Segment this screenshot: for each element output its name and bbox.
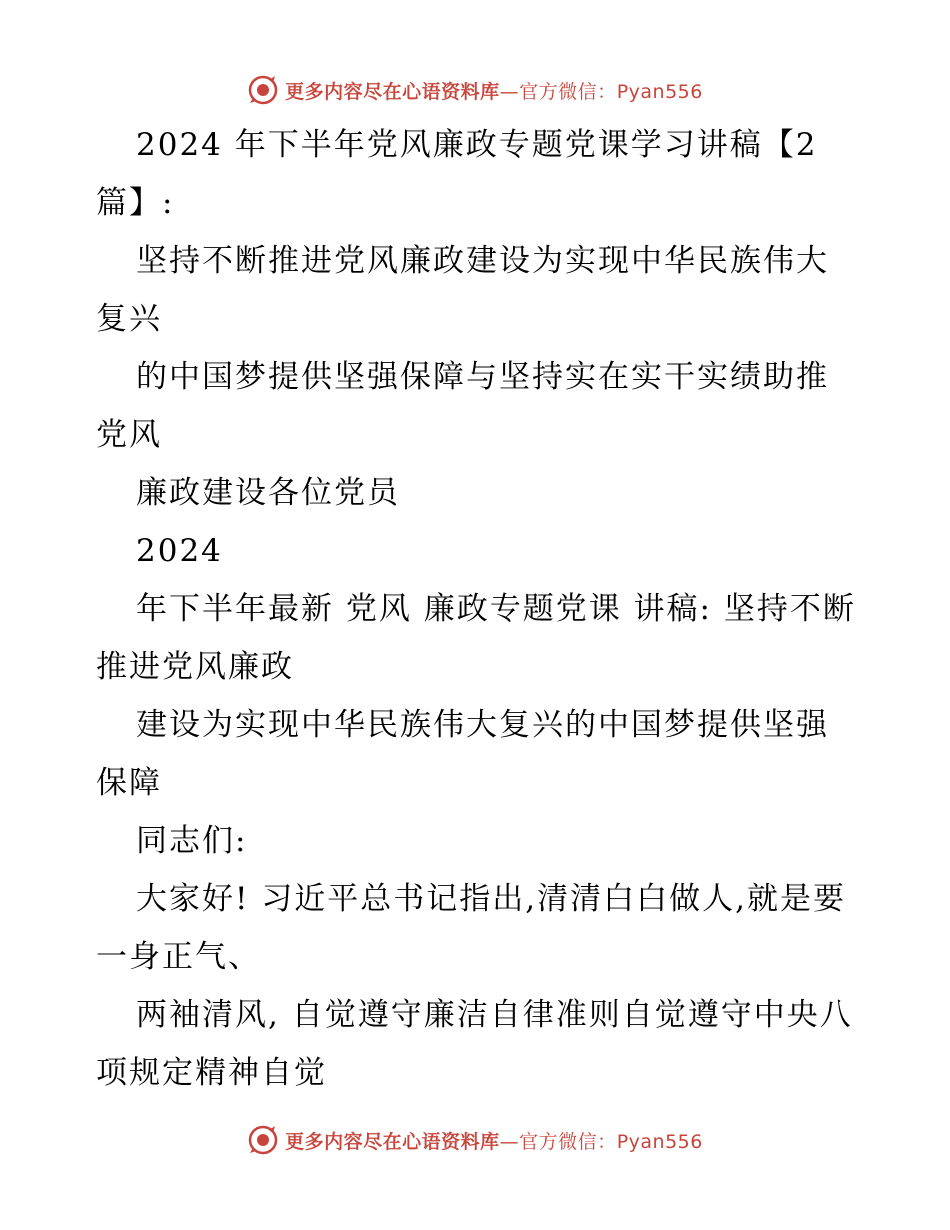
watermark-main-text: 更多内容尽在心语资料库 [285, 80, 500, 103]
watermark-logo-icon [247, 1124, 279, 1156]
paragraph: 的中国梦提供坚强保障与坚持实在实干实绩助推党风 [96, 359, 829, 453]
paragraph: 年下半年最新 党风 廉政专题党课 讲稿: 坚持不断推进党风廉政 [96, 591, 856, 685]
watermark-header [0, 70, 950, 110]
document-body [96, 116, 856, 1102]
watermark-sub-text: —官方微信： [499, 80, 617, 103]
watermark-id-text: Pyan556 [616, 1130, 703, 1153]
document-title: 2024 年下半年党风廉政专题党课学习讲稿【2篇】: [96, 127, 818, 221]
paragraph: 坚持不断推进党风廉政建设为实现中华民族伟大复兴 [96, 243, 829, 337]
paragraph: 大家好! 习近平总书记指出,清清白白做人,就是要一身正气、 [96, 881, 847, 975]
paragraph: 廉政建设各位党员 [136, 475, 400, 511]
paragraph: 同志们: [136, 823, 248, 859]
watermark-sub-text: —官方微信： [499, 1130, 617, 1153]
watermark-logo-icon [247, 74, 279, 106]
watermark-id-text: Pyan556 [616, 80, 703, 103]
paragraph: 建设为实现中华民族伟大复兴的中国梦提供坚强保障 [96, 707, 829, 801]
paragraph: 2024 [136, 533, 223, 569]
paragraph: 两袖清风, 自觉遵守廉洁自律准则自觉遵守中央八项规定精神自觉 [96, 997, 853, 1091]
watermark-footer [0, 1120, 950, 1160]
watermark-main-text: 更多内容尽在心语资料库 [285, 1130, 500, 1153]
